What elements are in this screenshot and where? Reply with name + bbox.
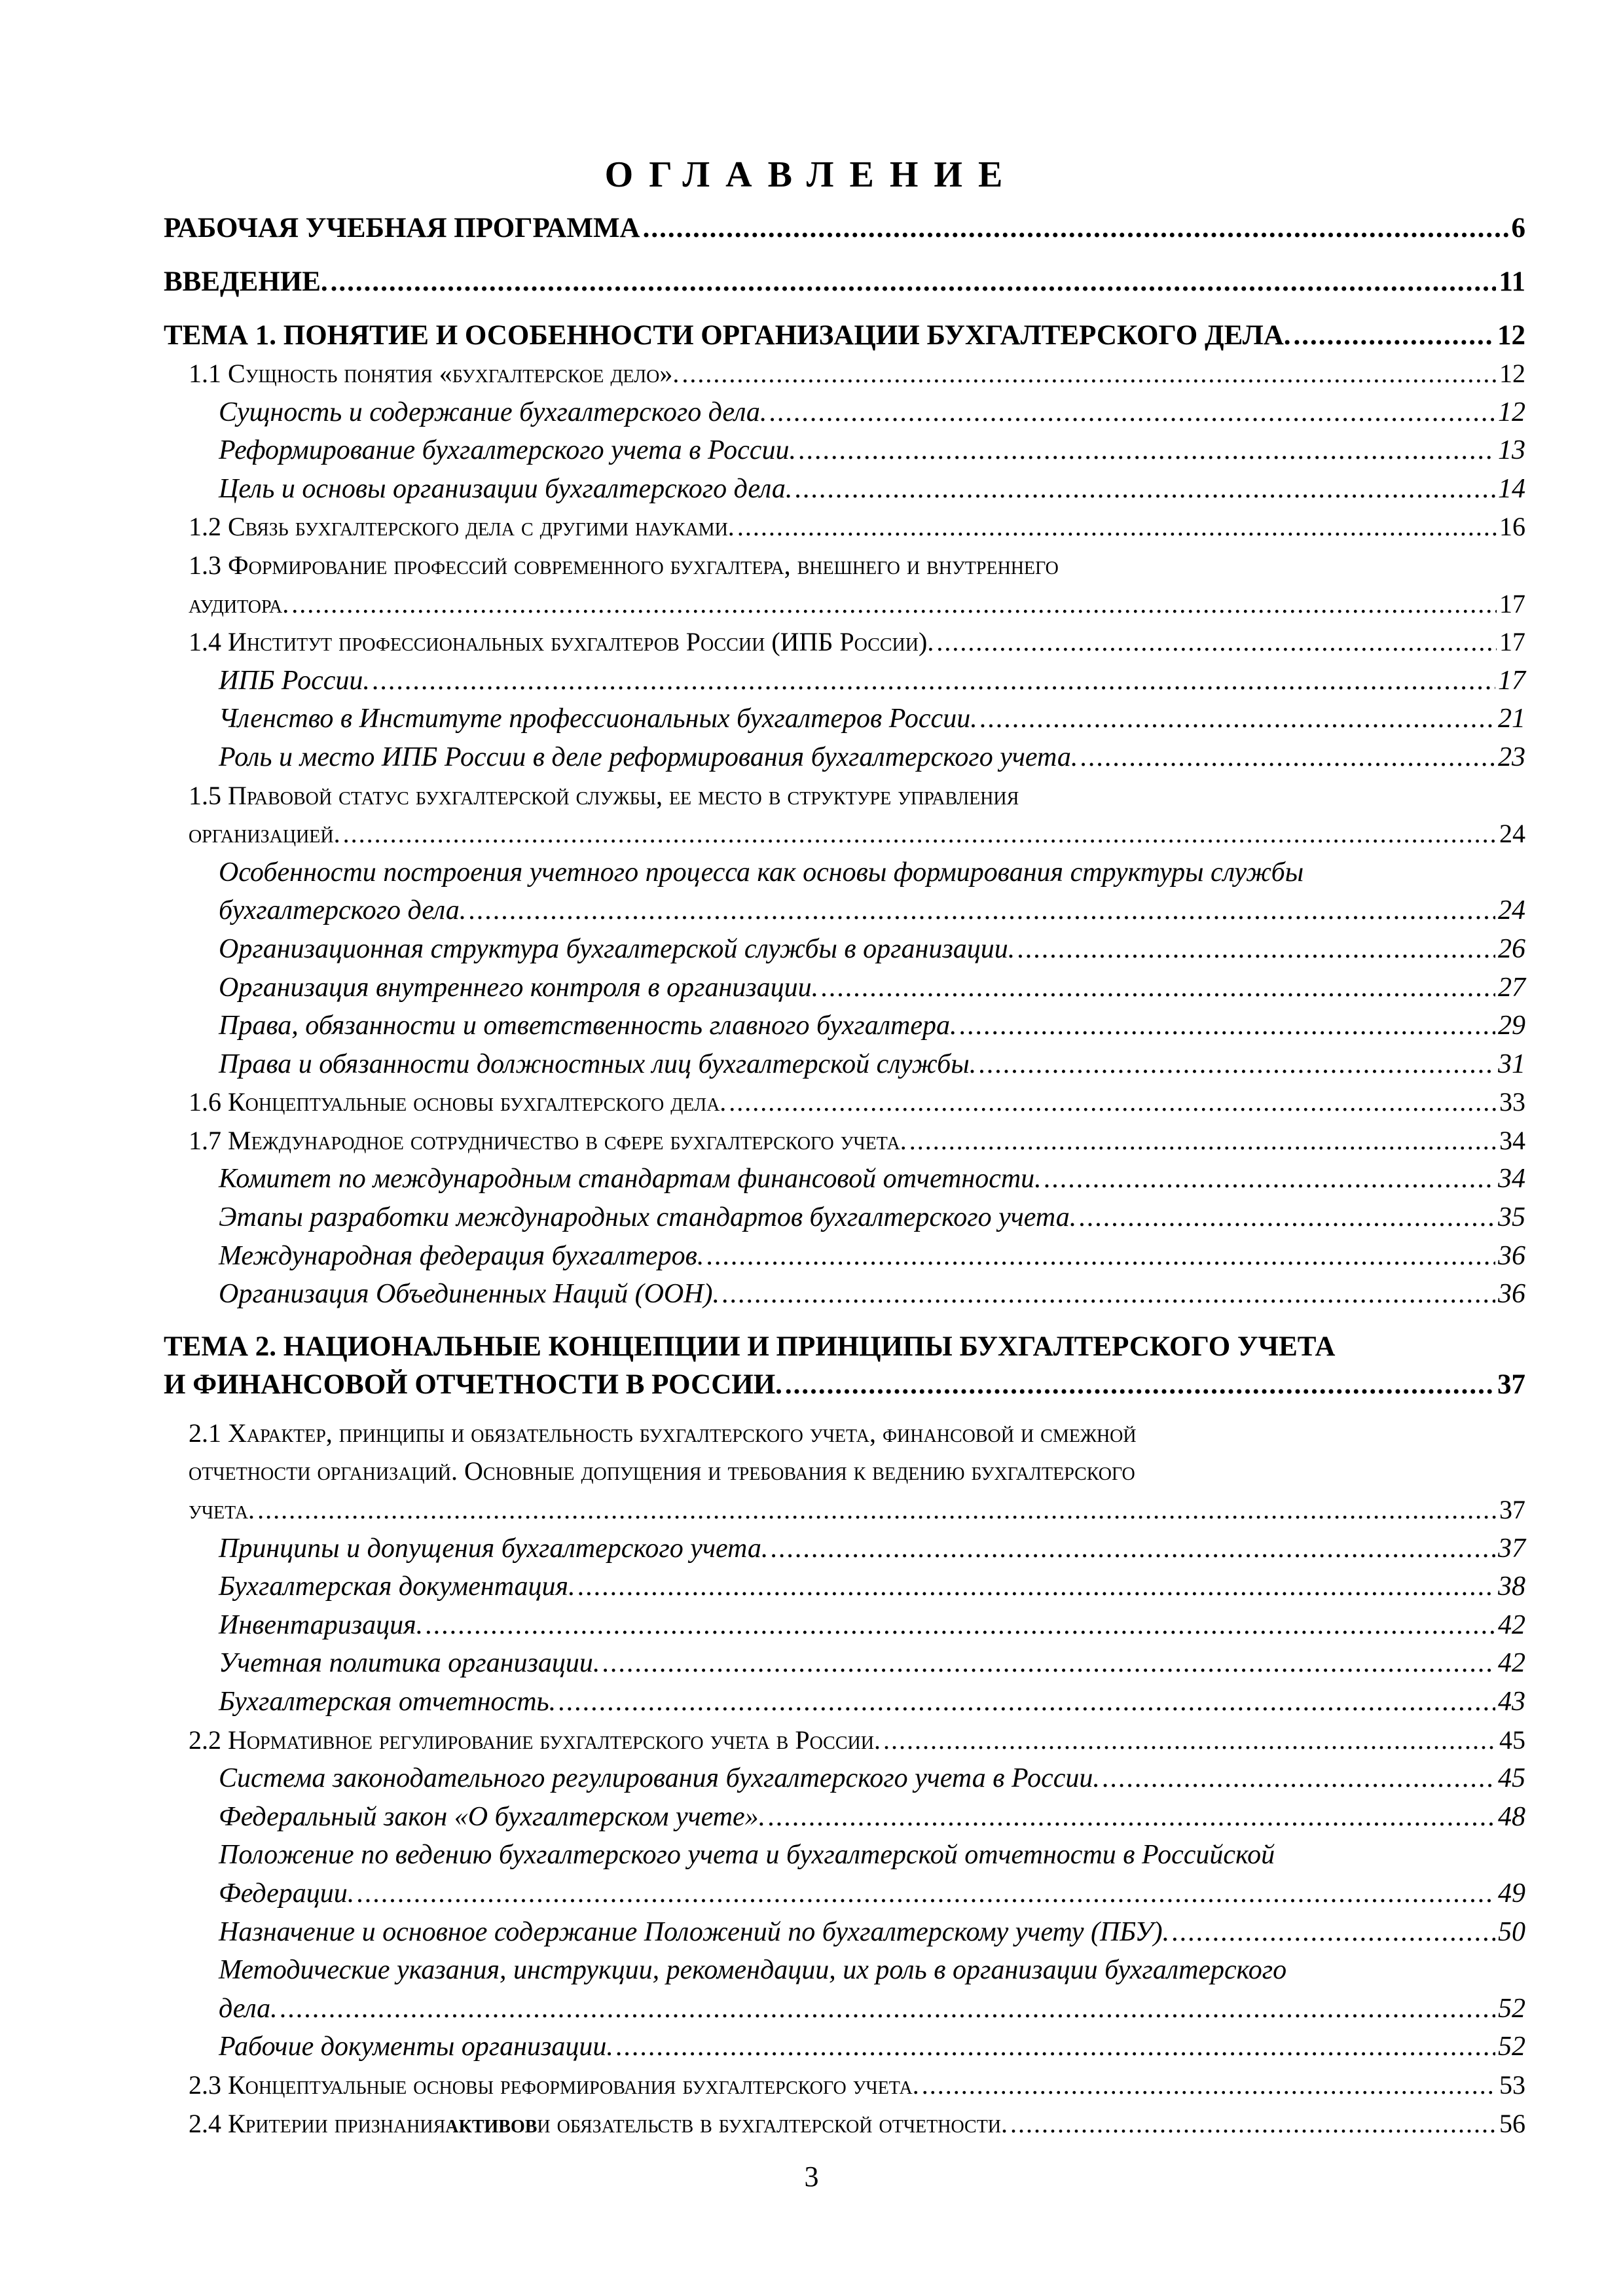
dot-leader bbox=[1294, 317, 1495, 355]
toc-entry[interactable] bbox=[164, 209, 1525, 247]
toc-entry[interactable] bbox=[164, 1683, 1525, 1721]
toc-page-number: 45 bbox=[1499, 1725, 1525, 1755]
toc-entry[interactable] bbox=[164, 1721, 1525, 1760]
dot-leader bbox=[909, 1122, 1497, 1160]
toc-page-number: 21 bbox=[1498, 704, 1525, 734]
toc-entry[interactable] bbox=[164, 2105, 1525, 2144]
toc-entry[interactable] bbox=[164, 1198, 1525, 1237]
toc-page-number: 24 bbox=[1498, 895, 1525, 926]
toc-entry-text: Сущность и содержание бухгалтерского дела. bbox=[219, 397, 767, 427]
dot-leader bbox=[883, 1721, 1497, 1760]
toc-page-number: 27 bbox=[1498, 972, 1525, 1003]
toc-entry-text: Учетная политика организации. bbox=[219, 1648, 600, 1679]
dot-leader bbox=[616, 2028, 1495, 2066]
dot-leader bbox=[729, 1083, 1497, 1122]
dot-leader bbox=[1044, 1160, 1495, 1198]
toc-entry-text: И ФИНАНСОВОЙ ОТЧЕТНОСТИ В РОССИИ. bbox=[164, 1369, 782, 1400]
toc-entry-text: ТЕМА 1. ПОНЯТИЕ И ОСОБЕННОСТИ ОРГАНИЗАЦИИ БУХГАЛТЕРСКОГО ДЕЛА. bbox=[164, 320, 1291, 351]
toc-entry-text: РАБОЧАЯ УЧЕБНАЯ ПРОГРАММА bbox=[164, 213, 640, 243]
toc-page-number: 16 bbox=[1499, 512, 1525, 542]
toc-page-number: 12 bbox=[1497, 320, 1525, 351]
toc-entry-text: 2.4 Критерии признания bbox=[189, 2108, 446, 2138]
dot-leader bbox=[768, 1798, 1495, 1837]
toc-entry-text-line: отчетности организаций. Основные допущения и требования к ведению бухгалтерского bbox=[189, 1456, 1135, 1486]
toc-page-number: 36 bbox=[1498, 1240, 1525, 1271]
toc-page-number: 37 bbox=[1498, 1533, 1525, 1564]
toc-entry[interactable] bbox=[164, 1045, 1525, 1084]
toc-entry[interactable] bbox=[164, 662, 1525, 700]
dot-leader bbox=[771, 1530, 1495, 1568]
toc-entry[interactable] bbox=[164, 1122, 1525, 1160]
toc-page-number: 24 bbox=[1499, 819, 1525, 849]
toc-page-number: 53 bbox=[1499, 2070, 1525, 2100]
toc-entry-text-line: 1.5 Правовой статус бухгалтерской службы, ее место в структуре управления bbox=[189, 780, 1019, 810]
dot-leader bbox=[1080, 738, 1495, 777]
toc-entry-text: Членство в Институте профессиональных бухгалтеров России. bbox=[219, 704, 977, 734]
toc-page-number: 45 bbox=[1498, 1763, 1525, 1794]
toc-page-number: 48 bbox=[1498, 1801, 1525, 1832]
toc-page-number: 49 bbox=[1498, 1878, 1525, 1909]
toc-entry-text: Реформирование бухгалтерского учета в России. bbox=[219, 435, 796, 466]
toc-page-number: 31 bbox=[1498, 1049, 1525, 1079]
dot-leader bbox=[1172, 1913, 1495, 1952]
dot-leader bbox=[331, 263, 1497, 301]
toc-page-number: 52 bbox=[1498, 1993, 1525, 2024]
dot-leader bbox=[643, 209, 1509, 247]
toc-entry-text: Права и обязанности должностных лиц бухгалтерской службы. bbox=[219, 1049, 977, 1079]
toc-page-number: 37 bbox=[1497, 1369, 1525, 1400]
toc-entry[interactable] bbox=[164, 263, 1525, 301]
toc-entry-text: Организационная структура бухгалтерской службы в организации. bbox=[219, 933, 1015, 964]
toc-entry-text: Система законодательного регулирования бухгалтерского учета в России. bbox=[219, 1763, 1100, 1794]
toc-page-number: 26 bbox=[1498, 933, 1525, 964]
dot-leader bbox=[960, 1007, 1495, 1045]
dot-leader bbox=[1103, 1759, 1495, 1798]
toc-entry[interactable] bbox=[164, 1644, 1525, 1683]
toc-page-number: 23 bbox=[1498, 742, 1525, 772]
toc-entry-text-line: 1.3 Формирование профессий современного бухгалтера, внешнего и внутреннего bbox=[189, 550, 1059, 580]
toc-entry[interactable] bbox=[164, 470, 1525, 509]
dot-leader bbox=[602, 1644, 1495, 1683]
dot-leader bbox=[979, 1045, 1495, 1084]
toc-page-number: 34 bbox=[1498, 1164, 1525, 1194]
toc-entry[interactable] bbox=[164, 355, 1525, 393]
toc-page-number: 34 bbox=[1499, 1125, 1525, 1155]
toc-entry[interactable] bbox=[164, 393, 1525, 432]
dot-leader bbox=[426, 1606, 1495, 1645]
toc-entry-text: 1.6 Концептуальные основы бухгалтерского дела. bbox=[189, 1087, 727, 1117]
toc-entry[interactable] bbox=[164, 1530, 1525, 1568]
toc-entry-text: 1.4 Институт профессиональных бухгалтеров России (ИПБ России). bbox=[189, 627, 934, 657]
toc-entry[interactable] bbox=[164, 2066, 1525, 2105]
dot-leader bbox=[799, 431, 1495, 470]
toc-entry[interactable] bbox=[164, 700, 1525, 738]
toc-page-number: 56 bbox=[1499, 2108, 1525, 2138]
toc-entry-text: Бухгалтерская отчетность. bbox=[219, 1687, 556, 1717]
toc-page-number: 36 bbox=[1498, 1279, 1525, 1310]
toc-page-number: 38 bbox=[1498, 1571, 1525, 1602]
toc-entry[interactable] bbox=[164, 1606, 1525, 1645]
toc-entry[interactable] bbox=[164, 1237, 1525, 1276]
toc-entry-text: Принципы и допущения бухгалтерского учета. bbox=[219, 1533, 769, 1564]
toc-page-number: 33 bbox=[1499, 1087, 1525, 1117]
toc-page-number: 13 bbox=[1498, 435, 1525, 466]
toc-entry[interactable] bbox=[164, 1836, 1525, 1912]
dot-leader bbox=[936, 623, 1497, 662]
toc-entry[interactable] bbox=[164, 547, 1525, 623]
toc-entry-text-line: ТЕМА 2. НАЦИОНАЛЬНЫЕ КОНЦЕПЦИИ И ПРИНЦИПЫ БУХГАЛТЕРСКОГО УЧЕТА bbox=[164, 1331, 1336, 1362]
dot-leader bbox=[682, 355, 1497, 393]
toc-entry-text: Федеральный закон «О бухгалтерском учете». bbox=[219, 1801, 766, 1832]
dot-leader bbox=[722, 1275, 1495, 1314]
toc-entry[interactable] bbox=[164, 317, 1525, 355]
toc-entry[interactable] bbox=[164, 1160, 1525, 1198]
dot-leader bbox=[737, 508, 1497, 547]
toc-entry-text: ИПБ России. bbox=[219, 665, 370, 696]
toc-entry[interactable] bbox=[164, 969, 1525, 1007]
toc-entry-text: Международная федерация бухгалтеров. bbox=[219, 1240, 704, 1271]
toc-entry-text: 1.2 Связь бухгалтерского дела с другими науками. bbox=[189, 512, 735, 542]
dot-leader bbox=[343, 815, 1497, 853]
toc-entry-text: Комитет по международным стандартам финансовой отчетности. bbox=[219, 1164, 1042, 1194]
toc-entry[interactable] bbox=[164, 1083, 1525, 1122]
toc-entry[interactable] bbox=[164, 738, 1525, 777]
toc-entry-text: Организация внутреннего контроля в организации. bbox=[219, 972, 819, 1003]
toc-entry[interactable] bbox=[164, 1414, 1525, 1530]
toc-entry-text: Цель и основы организации бухгалтерского дела. bbox=[219, 473, 793, 504]
toc-page-number: 6 bbox=[1511, 213, 1525, 243]
toc-entry[interactable] bbox=[164, 1275, 1525, 1314]
toc-page-number: 35 bbox=[1498, 1202, 1525, 1233]
dot-leader bbox=[1017, 930, 1495, 969]
toc-entry[interactable] bbox=[164, 1007, 1525, 1045]
dot-leader bbox=[357, 1874, 1495, 1913]
toc-page-number: 29 bbox=[1498, 1011, 1525, 1041]
toc-entry-text-line: Особенности построения учетного процесса как основы формирования структуры службы bbox=[219, 857, 1304, 888]
toc-entry[interactable] bbox=[164, 930, 1525, 969]
toc-entry[interactable] bbox=[164, 431, 1525, 470]
toc-page-number: 17 bbox=[1498, 665, 1525, 696]
toc-entry-text-line: Положение по ведению бухгалтерского учета и бухгалтерской отчетности в Российской bbox=[219, 1840, 1275, 1871]
dot-leader bbox=[469, 891, 1495, 930]
toc-page-number: 17 bbox=[1499, 627, 1525, 657]
toc-entry-text: дела. bbox=[219, 1993, 278, 2024]
dot-leader bbox=[769, 393, 1495, 432]
toc-entry-text: Права, обязанности и ответственность главного бухгалтера. bbox=[219, 1011, 957, 1041]
toc-entry-text: 2.3 Концептуальные основы реформирования бухгалтерского учета. bbox=[189, 2070, 919, 2100]
toc-entry[interactable] bbox=[164, 853, 1525, 930]
toc-page-number: 50 bbox=[1498, 1916, 1525, 1947]
dot-leader bbox=[291, 585, 1497, 624]
toc-entry[interactable] bbox=[164, 508, 1525, 547]
toc-entry[interactable] bbox=[164, 1913, 1525, 1952]
toc-entry-text: Этапы разработки международных стандартов бухгалтерского учета. bbox=[219, 1202, 1077, 1233]
dot-leader bbox=[1079, 1198, 1495, 1237]
toc-page-number: 11 bbox=[1499, 266, 1525, 297]
dot-leader bbox=[1010, 2105, 1497, 2144]
toc-entry-text: и обязательств в бухгалтерской отчетности. bbox=[537, 2108, 1008, 2138]
toc-entry[interactable] bbox=[164, 2028, 1525, 2066]
toc-page-number: 17 bbox=[1499, 588, 1525, 619]
toc-page-number: 42 bbox=[1498, 1648, 1525, 1679]
toc-entry[interactable] bbox=[164, 623, 1525, 662]
toc-entry-text: Организация Объединенных Наций (ООН). bbox=[219, 1279, 720, 1310]
toc-entry-text: организацией. bbox=[189, 819, 340, 849]
toc-entry-text: аудитора. bbox=[189, 588, 289, 619]
toc-page-number: 52 bbox=[1498, 2032, 1525, 2062]
toc-entry-text-line: 2.1 Характер, принципы и обязательность бухгалтерского учета, финансовой и смежной bbox=[189, 1418, 1137, 1448]
toc-page-number: 12 bbox=[1498, 397, 1525, 427]
toc-entry-text: учета. bbox=[189, 1495, 255, 1525]
dot-leader bbox=[558, 1683, 1495, 1721]
page-title: ОГЛАВЛЕНИЕ bbox=[604, 154, 1019, 195]
dot-leader bbox=[785, 1366, 1495, 1404]
toc-entry-text: ВВЕДЕНИЕ. bbox=[164, 266, 328, 297]
toc-page-number: 12 bbox=[1499, 359, 1525, 388]
dot-leader bbox=[280, 1990, 1495, 2028]
dot-leader bbox=[922, 2066, 1497, 2105]
toc-entry-text: 1.7 Международное сотрудничество в сфере бухгалтерского учета. bbox=[189, 1125, 907, 1155]
toc-entry[interactable] bbox=[164, 1568, 1525, 1606]
dot-leader bbox=[980, 700, 1495, 738]
dot-leader bbox=[373, 662, 1495, 700]
toc-entry-text: 1.1 Сущность понятия «бухгалтерское дело». bbox=[189, 359, 680, 388]
dot-leader bbox=[706, 1237, 1495, 1276]
toc-entry-text: 2.2 Нормативное регулирование бухгалтерского учета в России. bbox=[189, 1725, 881, 1755]
page-number: 3 bbox=[804, 2161, 819, 2193]
toc-entry[interactable] bbox=[164, 1798, 1525, 1837]
toc-entry[interactable] bbox=[164, 1328, 1525, 1404]
toc-page-number: 42 bbox=[1498, 1609, 1525, 1640]
toc-entry[interactable] bbox=[164, 1759, 1525, 1798]
dot-leader bbox=[578, 1568, 1495, 1606]
toc-entry-text: Назначение и основное содержание Положений по бухгалтерскому учету (ПБУ). bbox=[219, 1916, 1170, 1947]
dot-leader bbox=[821, 969, 1495, 1007]
toc-entry-emphasis: активов bbox=[445, 2108, 538, 2138]
toc-page-number: 43 bbox=[1498, 1687, 1525, 1717]
dot-leader bbox=[795, 470, 1495, 509]
toc-page-number: 37 bbox=[1499, 1495, 1525, 1525]
toc-entry[interactable] bbox=[164, 1951, 1525, 2028]
toc-entry-text: Инвентаризация. bbox=[219, 1609, 424, 1640]
table-of-contents bbox=[164, 209, 1525, 2143]
toc-page-number: 14 bbox=[1498, 473, 1525, 504]
toc-entry-text: бухгалтерского дела. bbox=[219, 895, 467, 926]
toc-entry-text: Бухгалтерская документация. bbox=[219, 1571, 575, 1602]
toc-entry-text: Федерации. bbox=[219, 1878, 355, 1909]
dot-leader bbox=[257, 1491, 1497, 1530]
toc-entry-text-line: Методические указания, инструкции, рекомендации, их роль в организации бухгалтерского bbox=[219, 1955, 1287, 1986]
toc-entry-text: Роль и место ИПБ России в деле реформирования бухгалтерского учета. bbox=[219, 742, 1078, 772]
toc-entry[interactable] bbox=[164, 777, 1525, 853]
toc-entry-text: Рабочие документы организации. bbox=[219, 2032, 613, 2062]
